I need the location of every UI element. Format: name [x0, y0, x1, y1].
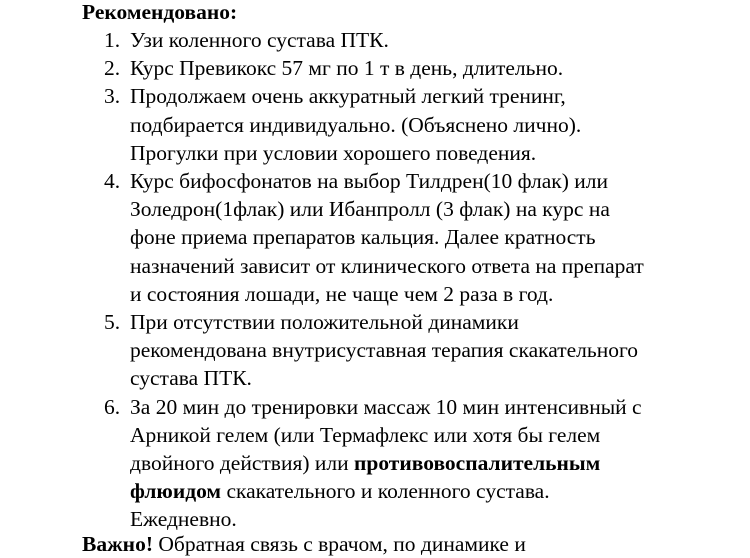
list-item — [0, 26, 750, 54]
recommendations-list — [0, 26, 750, 534]
item-line: Продолжаем очень аккуратный легкий тренинг, — [130, 84, 566, 109]
item-line: Узи коленного сустава ПТК. — [130, 28, 389, 52]
list-item — [0, 393, 750, 534]
item-line: рекомендована внутрисуставная терапия скакательного — [130, 338, 639, 363]
item-line: Золедрон(1флак) или Ибанпролл (3 флак) на курс на — [130, 197, 610, 222]
list-item — [0, 308, 750, 393]
item-number: 2. — [104, 56, 121, 81]
recommendations-heading: Рекомендовано: — [82, 0, 238, 24]
item-line: При отсутствии положительной динамики — [130, 310, 519, 335]
item-line: Курс Превикокс 57 мг по 1 т в день, длительно. — [130, 56, 564, 81]
important-note — [82, 530, 526, 558]
item-number: 4. — [104, 169, 121, 194]
item-line: За 20 мин до тренировки массаж 10 мин интенсивный с — [130, 394, 642, 419]
item-line: Ежедневно. — [130, 507, 237, 532]
item-line: и состояния лошади, не чаще чем 2 раза в год. — [130, 281, 554, 306]
item-number: 6. — [104, 394, 121, 419]
item-line: Курс бифосфонатов на выбор Тилдрен(10 флак) или — [130, 169, 608, 194]
bold-term: флюидом — [130, 479, 222, 504]
item-number: 5. — [104, 310, 121, 335]
important-text: Обратная связь с врачом, по динамике и — [152, 532, 526, 556]
item-line: Прогулки при условии хорошего поведения. — [130, 140, 537, 165]
item-line — [130, 449, 750, 477]
list-item — [0, 167, 750, 308]
list-item — [0, 54, 750, 82]
item-line: подбирается индивидуально. (Объяснено лично). — [130, 112, 582, 137]
item-line: фоне приема препаратов кальция. Далее кратность — [130, 225, 596, 250]
item-line — [130, 477, 750, 505]
item-text: двойного действия) или — [130, 451, 354, 476]
item-line: сустава ПТК. — [130, 366, 252, 391]
item-number: 3. — [104, 84, 121, 109]
item-number: 1. — [104, 28, 121, 52]
item-line: Арникой гелем (или Термафлекс или хотя бы гелем — [130, 422, 601, 447]
item-text: скакательного и коленного сустава. — [221, 479, 550, 504]
important-label: Важно! — [82, 532, 153, 556]
list-item — [0, 82, 750, 167]
bold-term: противовоспалительным — [354, 451, 601, 476]
item-line: назначений зависит от клинического ответа на препарат — [130, 253, 644, 278]
